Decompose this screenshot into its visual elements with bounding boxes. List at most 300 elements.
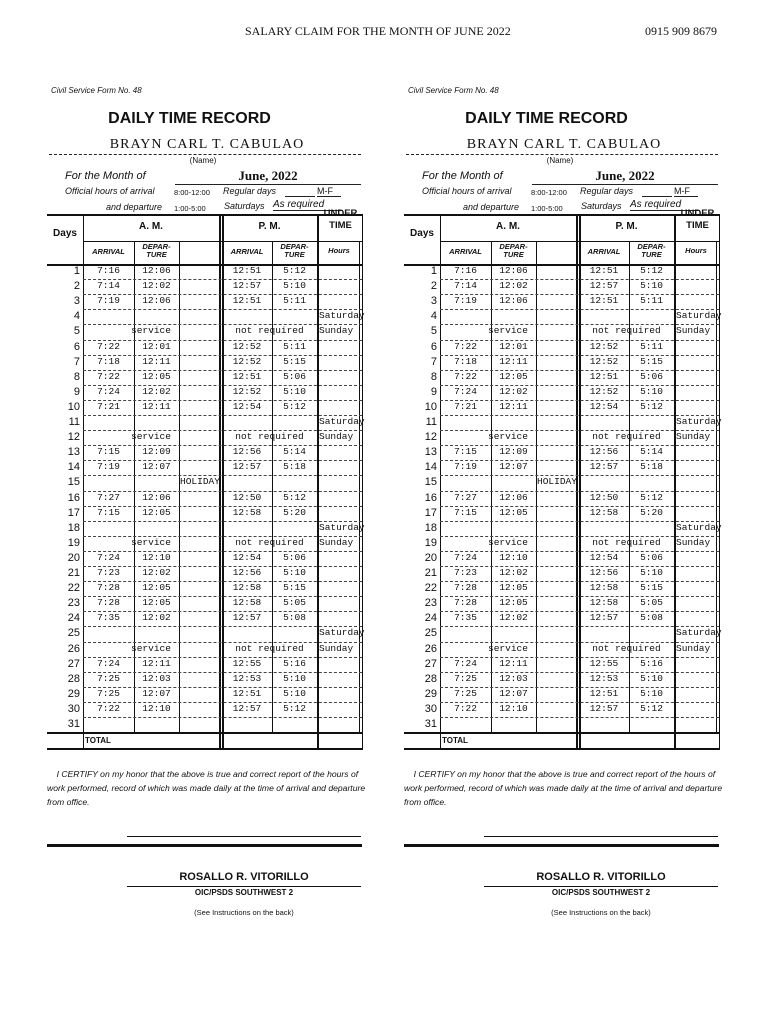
am-header: A. M. <box>139 221 163 232</box>
certification-body: I CERTIFY on my honor that the above is true and correct report of the hours of work performed, record of which was made daily at the time of arrival and departure from office. <box>47 769 366 807</box>
undertime-note: Sunday <box>676 536 711 548</box>
pm-departure-time: 5:11 <box>640 295 663 307</box>
am-departure-time: 12:01 <box>499 340 528 352</box>
day-number: 25 <box>67 627 80 640</box>
month-label: For the Month of <box>422 170 503 182</box>
pm-arrival-time: 12:52 <box>589 340 619 352</box>
day-number: 25 <box>424 627 437 640</box>
am-departure-time: 12:10 <box>499 702 528 714</box>
undertime-note: Sunday <box>676 642 711 654</box>
departure-hours-label: and departure <box>463 202 520 212</box>
pm-arrival-time: 12:56 <box>589 567 619 578</box>
pm-departure-time: 5:10 <box>283 280 306 292</box>
page-header <box>0 24 768 44</box>
day-number: 10 <box>424 400 437 413</box>
pm-arrival-time: 12:57 <box>232 702 262 714</box>
am-departure-time: 12:03 <box>142 672 171 684</box>
day-number: 8 <box>73 370 80 383</box>
pm-departure-time: 5:06 <box>640 551 663 563</box>
pm-departure-header: DEPAR- TURE <box>637 242 666 259</box>
saturdays-value: As required <box>630 199 700 211</box>
pm-arrival-time: 12:58 <box>589 506 619 518</box>
pm-departure-time: 5:12 <box>640 400 663 412</box>
am-departure-time: 12:11 <box>142 657 171 669</box>
pm-departure-time: 5:08 <box>640 612 663 624</box>
am-departure-time: 12:05 <box>499 506 528 518</box>
form-title: DAILY TIME RECORD <box>108 110 271 127</box>
saturdays-label: Saturdays <box>224 201 265 211</box>
signatory-name: ROSALLO R. VITORILLO <box>536 871 666 883</box>
day-number: 3 <box>430 295 437 308</box>
am-departure-time: 12:03 <box>499 672 528 684</box>
pm-arrival-time: 12:56 <box>589 446 619 458</box>
pm-arrival-time: 12:57 <box>589 612 619 624</box>
arrival-hours-value: 8:00-12:00 <box>174 188 210 197</box>
pm-not-required-note: not required <box>592 431 661 443</box>
pm-departure-time: 5:10 <box>640 385 663 397</box>
undertime-note: Sunday <box>319 536 354 548</box>
am-departure-time: 12:02 <box>142 280 171 292</box>
am-arrival-time: 7:35 <box>97 612 120 624</box>
day-number: 19 <box>67 536 80 549</box>
day-number: 30 <box>424 702 437 715</box>
day-number: 21 <box>67 567 80 579</box>
day-number: 8 <box>430 370 437 383</box>
pm-departure-time: 5:06 <box>640 370 663 382</box>
am-arrival-header: ARRIVAL <box>449 247 482 256</box>
undertime-note: Saturday <box>319 416 365 427</box>
day-number: 20 <box>67 551 80 564</box>
pm-departure-time: 5:08 <box>283 612 306 624</box>
pm-arrival-time: 12:57 <box>232 280 262 292</box>
phone-number: 0915 909 8679 <box>645 24 717 38</box>
pm-departure-time: 5:10 <box>283 687 306 699</box>
salary-claim-title: SALARY CLAIM FOR THE MONTH OF JUNE 2022 <box>245 24 511 38</box>
am-departure-time: 12:06 <box>142 295 171 307</box>
am-arrival-time: 7:18 <box>97 355 120 367</box>
am-departure-time: 12:06 <box>499 265 528 276</box>
day-number: 6 <box>430 340 437 353</box>
pm-arrival-time: 12:51 <box>589 687 619 699</box>
day-number: 4 <box>73 310 80 323</box>
pm-departure-time: 5:20 <box>640 506 663 518</box>
pm-not-required-note: not required <box>235 431 304 443</box>
day-number: 10 <box>67 400 80 413</box>
day-number: 2 <box>430 280 437 293</box>
certification-text <box>404 767 726 809</box>
departure-hours-value: 1:00-5:00 <box>174 204 206 213</box>
undertime-note: Saturday <box>676 310 722 322</box>
am-departure-time: 12:02 <box>142 567 171 578</box>
am-arrival-time: 7:27 <box>454 491 477 503</box>
am-arrival-time: 7:19 <box>97 461 120 473</box>
pm-arrival-time: 12:58 <box>589 597 619 609</box>
pm-arrival-time: 12:55 <box>232 657 262 669</box>
am-arrival-time: 7:21 <box>454 400 477 412</box>
day-number: 12 <box>424 431 437 444</box>
pm-departure-time: 5:16 <box>640 657 663 669</box>
pm-not-required-note: not required <box>235 536 304 548</box>
am-arrival-time: 7:25 <box>97 672 120 684</box>
day-number: 24 <box>424 612 437 625</box>
am-departure-time: 12:05 <box>142 506 171 518</box>
pm-arrival-time: 12:56 <box>232 446 262 458</box>
day-number: 22 <box>424 582 437 595</box>
day-number: 14 <box>424 461 437 474</box>
day-number: 4 <box>430 310 437 323</box>
am-service-note: service <box>131 642 171 654</box>
pm-departure-time: 5:11 <box>283 295 306 307</box>
pm-arrival-time: 12:51 <box>232 265 262 276</box>
pm-arrival-time: 12:57 <box>589 280 619 292</box>
am-arrival-time: 7:24 <box>97 551 120 563</box>
certification-text <box>47 767 369 809</box>
am-departure-time: 12:07 <box>499 461 528 473</box>
am-arrival-time: 7:19 <box>454 295 477 307</box>
pm-header: P. M. <box>615 221 638 232</box>
pm-departure-time: 5:15 <box>283 355 306 367</box>
am-departure-time: 12:09 <box>499 446 528 458</box>
ut-right-line <box>719 214 720 748</box>
am-departure-time: 12:06 <box>142 491 171 503</box>
pm-arrival-time: 12:50 <box>589 491 619 503</box>
form-number: Civil Service Form No. 48 <box>51 86 142 95</box>
pm-arrival-time: 12:57 <box>589 702 619 714</box>
day-number: 26 <box>424 642 437 655</box>
arrival-hours-value: 8:00-12:00 <box>531 188 567 197</box>
am-departure-time: 12:05 <box>499 597 528 609</box>
am-arrival-time: 7:28 <box>454 582 477 594</box>
pm-arrival-header: ARRIVAL <box>230 247 264 256</box>
pm-departure-header: DEPAR- TURE <box>280 242 309 259</box>
pm-arrival-time: 12:51 <box>589 370 619 382</box>
pm-arrival-time: 12:53 <box>232 672 262 684</box>
am-arrival-time: 7:35 <box>454 612 477 624</box>
am-departure-time: 12:10 <box>499 551 528 563</box>
pm-arrival-time: 12:57 <box>589 461 619 473</box>
month-value: June, 2022 <box>175 168 361 185</box>
day-number: 5 <box>430 325 437 338</box>
am-service-note: service <box>131 431 171 443</box>
pm-departure-time: 5:18 <box>640 461 663 473</box>
pm-departure-time: 5:12 <box>283 702 306 714</box>
am-departure-time: 12:05 <box>499 370 528 382</box>
am-departure-time: 12:02 <box>142 612 171 624</box>
day-number: 31 <box>424 718 437 730</box>
pm-arrival-time: 12:52 <box>232 355 262 367</box>
day-number: 18 <box>424 521 437 534</box>
undertime-note: Sunday <box>319 431 354 443</box>
day-number: 16 <box>67 491 80 504</box>
day-number: 14 <box>67 461 80 474</box>
day-number: 1 <box>73 265 80 277</box>
pm-departure-time: 5:05 <box>640 597 663 609</box>
am-departure-time: 12:02 <box>499 612 528 624</box>
pm-not-required-note: not required <box>235 642 304 654</box>
instructions-note: (See Instructions on the back) <box>194 908 294 917</box>
pm-departure-time: 5:12 <box>283 265 306 276</box>
day-number: 27 <box>67 657 80 670</box>
divider-thick <box>404 844 719 847</box>
hours-header: Hours <box>328 246 350 255</box>
am-departure-time: 12:02 <box>499 385 528 397</box>
am-arrival-time: 7:19 <box>97 295 120 307</box>
day-number: 9 <box>73 385 80 398</box>
am-arrival-time: 7:22 <box>454 370 477 382</box>
am-arrival-time: 7:22 <box>97 340 120 352</box>
pm-departure-time: 5:20 <box>283 506 306 518</box>
day-number: 3 <box>73 295 80 308</box>
regular-days-blank <box>285 196 315 197</box>
am-departure-time: 12:11 <box>142 400 171 412</box>
pm-arrival-time: 12:51 <box>232 687 262 699</box>
regular-days-label: Regular days <box>223 186 277 196</box>
undertime-note: Saturday <box>676 521 722 533</box>
pm-arrival-time: 12:54 <box>232 551 262 563</box>
pm-departure-time: 5:12 <box>640 265 663 276</box>
pm-arrival-time: 12:58 <box>232 506 262 518</box>
subheader-line <box>83 241 362 242</box>
am-departure-time: 12:02 <box>499 280 528 292</box>
am-service-note: service <box>488 431 528 443</box>
am-arrival-time: 7:15 <box>97 446 120 458</box>
row-divider <box>83 717 362 718</box>
instructions-note: (See Instructions on the back) <box>551 908 651 917</box>
am-arrival-time: 7:23 <box>97 567 120 578</box>
holiday-label: HOLIDAY <box>537 476 577 488</box>
pm-departure-time: 5:11 <box>640 340 663 352</box>
dtr-form-right <box>404 86 726 926</box>
signatory-line <box>484 886 718 887</box>
saturdays-value: As required <box>273 199 343 211</box>
day-number: 16 <box>424 491 437 504</box>
am-departure-time: 12:11 <box>499 657 528 669</box>
dtr-form-left <box>47 86 369 926</box>
month-value: June, 2022 <box>532 168 718 185</box>
rows-bottom-line <box>404 732 720 734</box>
regular-days-value: M-F <box>317 186 341 197</box>
row-divider <box>440 717 719 718</box>
saturdays-label: Saturdays <box>581 201 622 211</box>
am-departure-time: 12:01 <box>142 340 171 352</box>
undertime-note: Saturday <box>319 310 365 322</box>
days-header: Days <box>410 228 434 239</box>
name-divider <box>49 154 361 155</box>
am-departure-time: 12:02 <box>499 567 528 578</box>
am-arrival-time: 7:19 <box>454 461 477 473</box>
am-arrival-time: 7:25 <box>97 687 120 699</box>
hours-header: Hours <box>685 246 707 255</box>
table-top-line <box>47 214 363 216</box>
pm-departure-time: 5:15 <box>640 582 663 594</box>
pm-departure-time: 5:12 <box>283 491 306 503</box>
pm-arrival-time: 12:57 <box>232 461 262 473</box>
day-number: 23 <box>67 597 80 610</box>
am-departure-time: 12:09 <box>142 446 171 458</box>
pm-arrival-time: 12:53 <box>589 672 619 684</box>
am-arrival-time: 7:28 <box>97 597 120 609</box>
name-divider <box>406 154 718 155</box>
pm-departure-time: 5:10 <box>283 672 306 684</box>
am-arrival-time: 7:16 <box>454 265 477 276</box>
day-number: 28 <box>424 672 437 685</box>
am-arrival-time: 7:28 <box>97 582 120 594</box>
day-number: 15 <box>424 476 437 489</box>
am-departure-time: 12:05 <box>142 582 171 594</box>
undertime-header: UNDER TIME <box>680 208 715 231</box>
holiday-label: HOLIDAY <box>180 476 220 488</box>
signatory-name: ROSALLO R. VITORILLO <box>179 871 309 883</box>
signatory-line <box>127 886 361 887</box>
pm-arrival-time: 12:51 <box>232 370 262 382</box>
am-arrival-time: 7:22 <box>454 702 477 714</box>
pm-arrival-time: 12:55 <box>589 657 619 669</box>
arrival-hours-label: Official hours of arrival <box>422 186 512 196</box>
rows-bottom-line <box>47 732 363 734</box>
am-departure-time: 12:11 <box>499 400 528 412</box>
day-number: 17 <box>67 506 80 519</box>
am-departure-time: 12:06 <box>499 295 528 307</box>
pm-departure-time: 5:10 <box>640 567 663 578</box>
days-header: Days <box>53 228 77 239</box>
am-arrival-time: 7:22 <box>97 370 120 382</box>
day-number: 24 <box>67 612 80 625</box>
am-arrival-time: 7:24 <box>454 657 477 669</box>
pm-arrival-time: 12:58 <box>589 582 619 594</box>
day-number: 7 <box>73 355 80 368</box>
regular-days-blank <box>642 196 672 197</box>
employee-signature-line <box>484 836 718 837</box>
am-departure-time: 12:07 <box>142 461 171 473</box>
pm-not-required-note: not required <box>235 325 304 337</box>
am-header: A. M. <box>496 221 520 232</box>
am-departure-time: 12:07 <box>142 687 171 699</box>
am-arrival-time: 7:24 <box>97 657 120 669</box>
day-number: 19 <box>424 536 437 549</box>
undertime-note: Saturday <box>319 627 365 639</box>
pm-arrival-time: 12:54 <box>589 400 619 412</box>
day-number: 31 <box>67 718 80 730</box>
day-number: 29 <box>67 687 80 700</box>
undertime-note: Sunday <box>676 325 711 337</box>
day-number: 12 <box>67 431 80 444</box>
am-arrival-time: 7:24 <box>454 385 477 397</box>
signatory-title: OIC/PSDS SOUTHWEST 2 <box>551 888 651 897</box>
day-number: 11 <box>425 416 437 428</box>
undertime-note: Saturday <box>676 416 722 427</box>
am-service-note: service <box>488 536 528 548</box>
pm-arrival-time: 12:51 <box>589 295 619 307</box>
divider-thick <box>47 844 362 847</box>
signatory-title: OIC/PSDS SOUTHWEST 2 <box>194 888 294 897</box>
day-number: 15 <box>67 476 80 489</box>
am-departure-time: 12:11 <box>499 355 528 367</box>
am-departure-time: 12:11 <box>142 355 171 367</box>
pm-arrival-time: 12:51 <box>232 295 262 307</box>
day-number: 30 <box>67 702 80 715</box>
am-departure-header: DEPAR- TURE <box>142 242 171 259</box>
name-label: (Name) <box>189 156 217 165</box>
pm-header: P. M. <box>258 221 281 232</box>
day-number: 22 <box>67 582 80 595</box>
day-number: 13 <box>67 446 80 459</box>
regular-days-label: Regular days <box>580 186 634 196</box>
pm-departure-time: 5:06 <box>283 551 306 563</box>
certification-body: I CERTIFY on my honor that the above is true and correct report of the hours of work performed, record of which was made daily at the time of arrival and departure from office. <box>404 769 723 807</box>
am-arrival-time: 7:22 <box>97 702 120 714</box>
pm-departure-time: 5:12 <box>640 491 663 503</box>
undertime-note: Sunday <box>676 431 711 443</box>
total-bottom-line <box>404 748 720 750</box>
pm-departure-time: 5:10 <box>283 385 306 397</box>
am-arrival-time: 7:24 <box>454 551 477 563</box>
pm-arrival-time: 12:52 <box>589 385 619 397</box>
am-departure-time: 12:06 <box>142 265 171 276</box>
am-arrival-time: 7:22 <box>454 340 477 352</box>
employee-signature-line <box>127 836 361 837</box>
form-title: DAILY TIME RECORD <box>465 110 628 127</box>
pm-arrival-time: 12:52 <box>589 355 619 367</box>
day-number: 28 <box>67 672 80 685</box>
am-departure-time: 12:07 <box>499 687 528 699</box>
day-number: 5 <box>73 325 80 338</box>
am-departure-time: 12:05 <box>142 597 171 609</box>
pm-departure-time: 5:12 <box>640 702 663 714</box>
am-arrival-time: 7:15 <box>454 446 477 458</box>
am-departure-time: 12:05 <box>142 370 171 382</box>
day-number: 23 <box>424 597 437 610</box>
pm-departure-time: 5:10 <box>640 672 663 684</box>
undertime-note: Saturday <box>676 627 722 639</box>
am-arrival-time: 7:23 <box>454 567 477 578</box>
am-service-note: service <box>131 325 171 337</box>
day-number: 7 <box>430 355 437 368</box>
day-number: 6 <box>73 340 80 353</box>
day-number: 26 <box>67 642 80 655</box>
arrival-hours-label: Official hours of arrival <box>65 186 155 196</box>
pm-departure-time: 5:10 <box>283 567 306 578</box>
pm-arrival-time: 12:52 <box>232 385 262 397</box>
pm-departure-time: 5:11 <box>283 340 306 352</box>
am-arrival-time: 7:15 <box>454 506 477 518</box>
pm-departure-time: 5:10 <box>640 687 663 699</box>
day-number: 20 <box>424 551 437 564</box>
am-departure-time: 12:05 <box>499 582 528 594</box>
day-number: 18 <box>67 521 80 534</box>
undertime-note: Sunday <box>319 642 354 654</box>
employee-name: BRAYN CARL T. CABULAO <box>466 137 662 152</box>
undertime-header: UNDER TIME <box>323 208 358 231</box>
pm-not-required-note: not required <box>592 325 661 337</box>
am-arrival-time: 7:18 <box>454 355 477 367</box>
table-top-line <box>404 214 720 216</box>
form-number: Civil Service Form No. 48 <box>408 86 499 95</box>
name-label: (Name) <box>546 156 574 165</box>
am-departure-header: DEPAR- TURE <box>499 242 528 259</box>
pm-arrival-time: 12:58 <box>232 597 262 609</box>
pm-arrival-time: 12:50 <box>232 491 262 503</box>
total-label: TOTAL <box>85 736 111 746</box>
am-service-note: service <box>488 642 528 654</box>
day-number: 27 <box>424 657 437 670</box>
am-arrival-time: 7:25 <box>454 672 477 684</box>
ut-right-line <box>362 214 363 748</box>
pm-departure-time: 5:14 <box>283 446 306 458</box>
am-arrival-time: 7:21 <box>97 400 120 412</box>
employee-name: BRAYN CARL T. CABULAO <box>109 137 305 152</box>
pm-departure-time: 5:05 <box>283 597 306 609</box>
departure-hours-label: and departure <box>106 202 163 212</box>
